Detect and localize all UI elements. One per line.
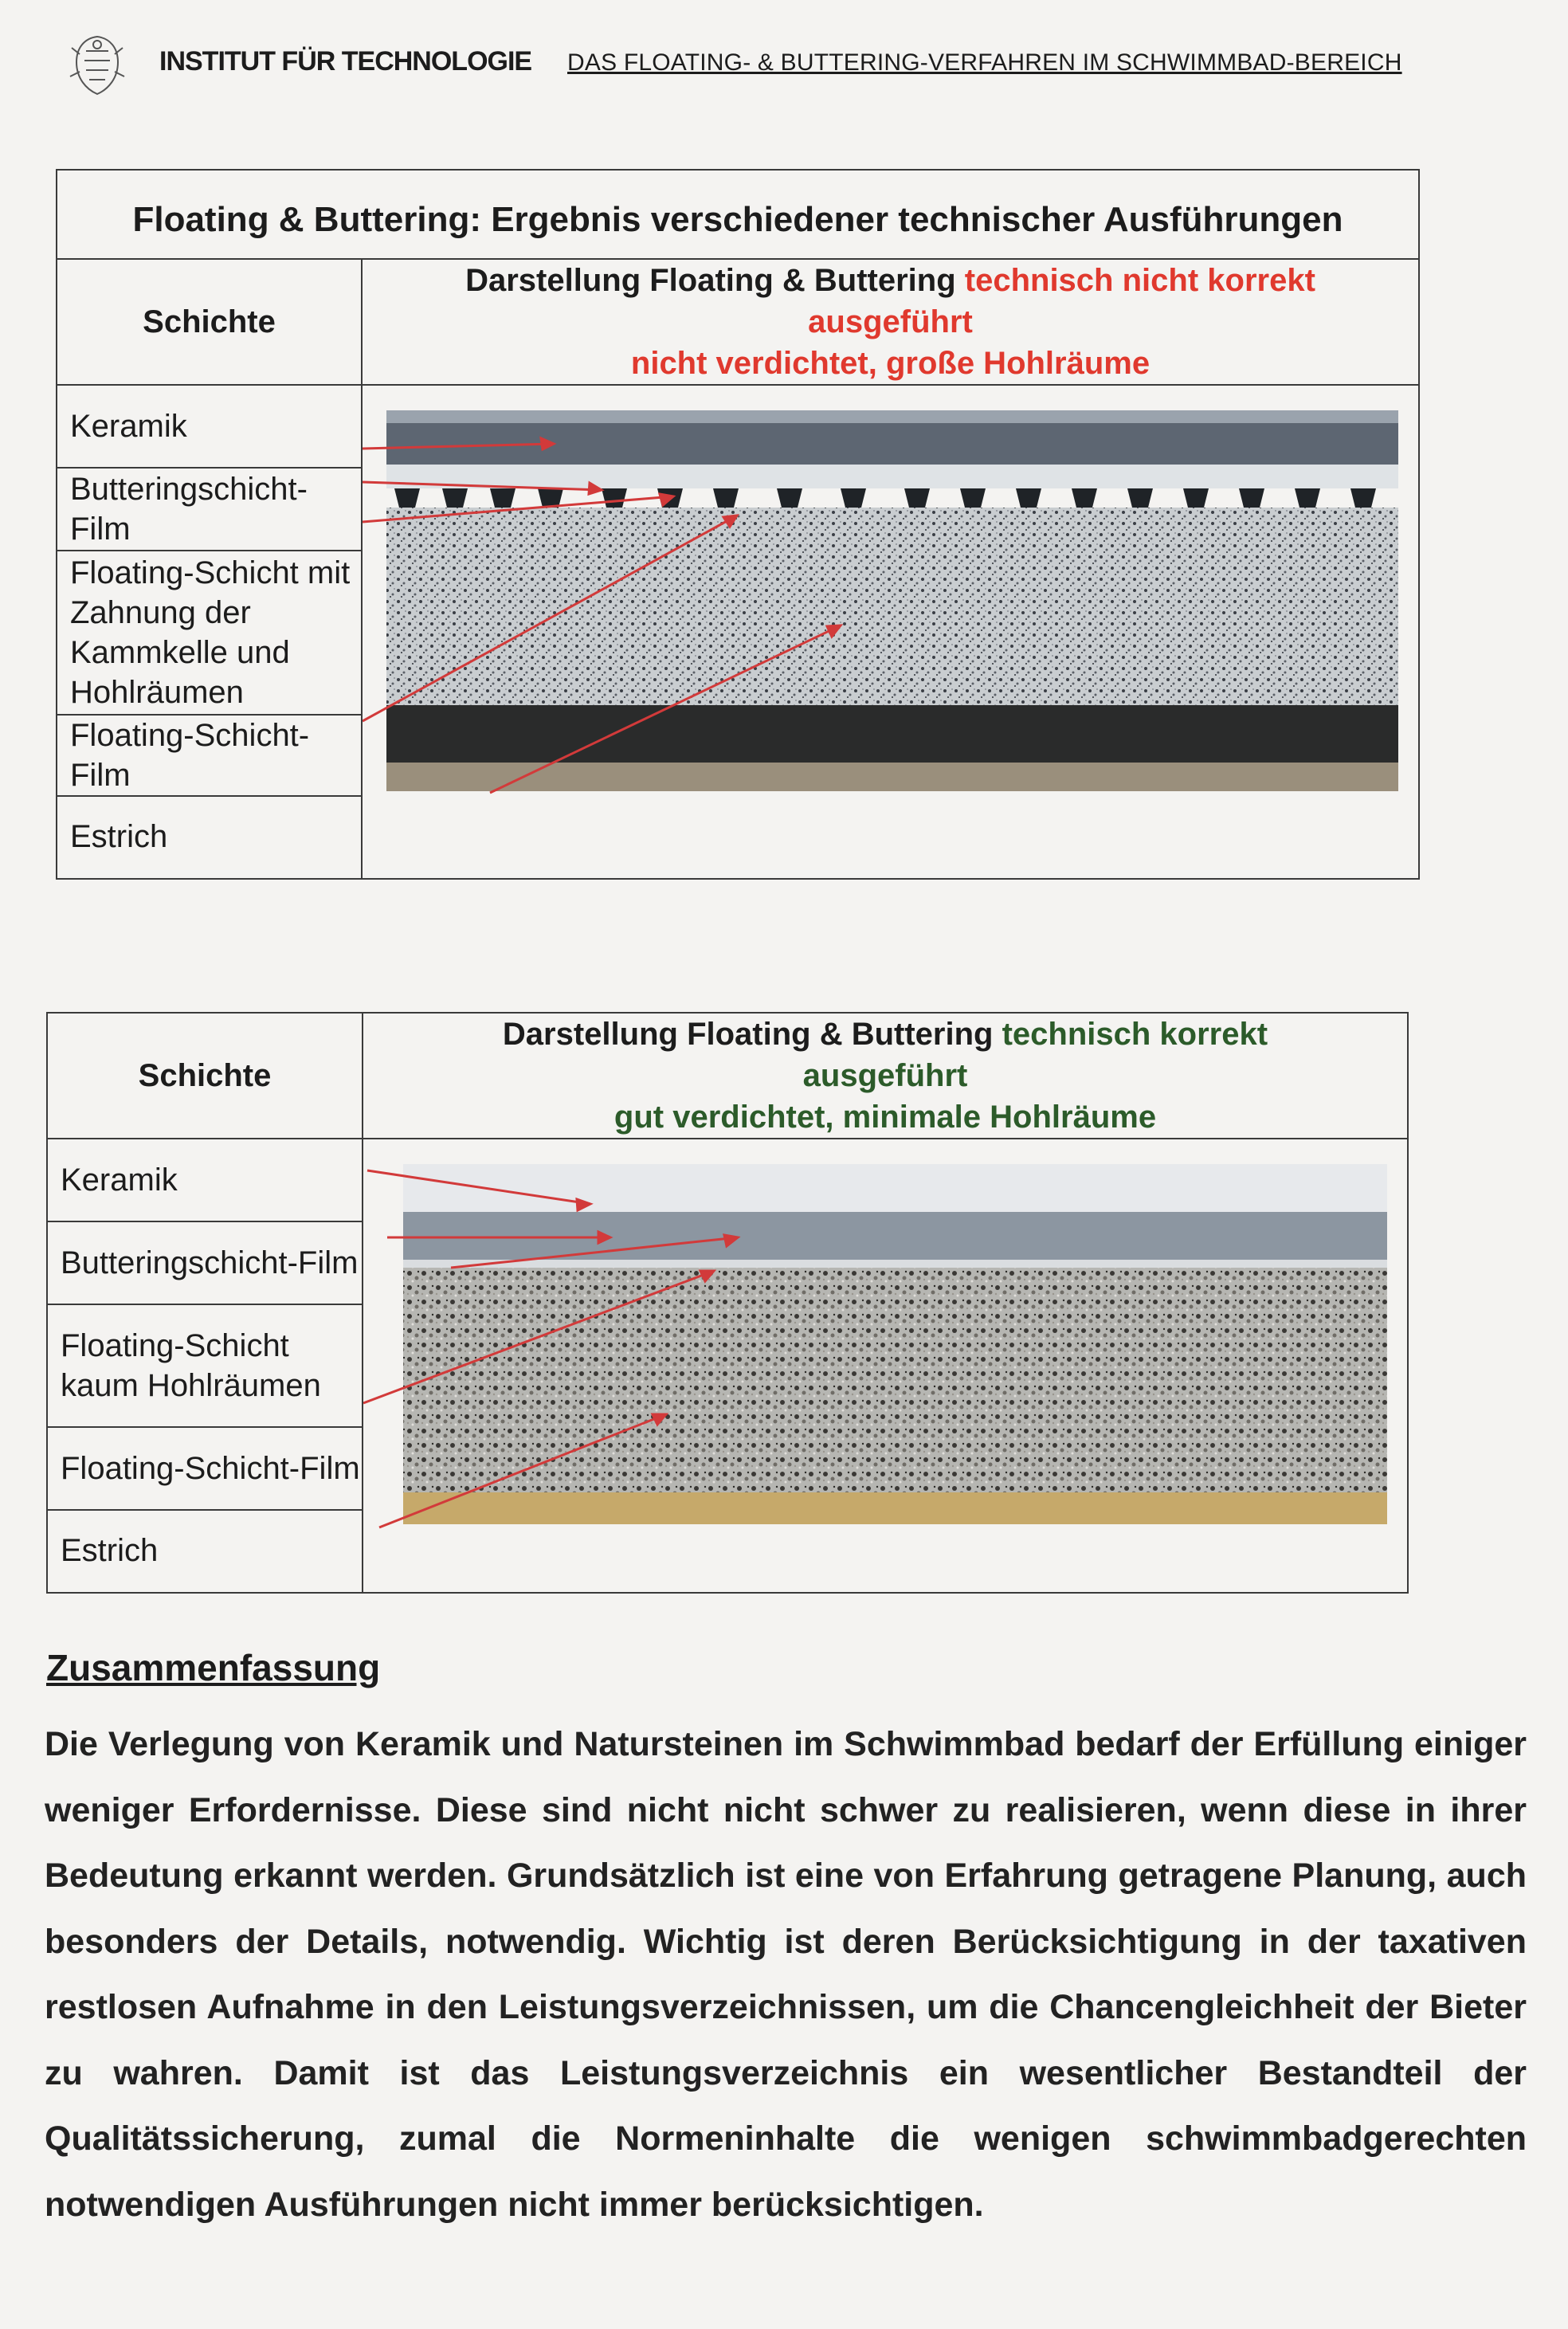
header-highlight: technisch nicht korrekt	[964, 263, 1315, 298]
layer-list	[57, 385, 362, 879]
buttering-layer	[386, 465, 1398, 488]
estrich-layer	[386, 705, 1398, 763]
header-highlight: ausgeführt	[808, 304, 973, 339]
column-header-layer: Schichte	[57, 259, 362, 385]
cross-section-image	[362, 385, 1419, 879]
summary-text: Die Verlegung von Keramik und Natursteinen im Schwimmbad bedarf der Erfüllung einiger weniger Erfordernisse. Diese sind nicht nicht schwer zu realisieren, wenn diese in ihrer Bedeutung erkannt werden. Grundsätzlich ist eine von Erfahrung getragene Planung, auch besonders der Details, notwendig. Wichtig ist deren Berücksichtigung in der taxativen restlosen Aufnahme in den Leistungsverzeichnissen, um die Chancengleichheit der Bieter zu wahren. Damit ist das Leistungsverzeichnis ein wesentlicher Bestandteil der Qualitätssicherung, zumal die Normeninhalte die wenigen schwimmbadgerechten notwendigen Ausführungen nicht immer berücksichtigen.	[45, 1725, 1527, 2224]
layer-item-keramik: Keramik	[48, 1139, 362, 1222]
table-caption: Floating & Buttering: Ergebnis verschiedener technischer Ausführungen	[57, 170, 1419, 259]
institute-name: INSTITUT FÜR TECHNOLOGIE	[159, 46, 532, 76]
layer-item-buttering: Butteringschicht-Film	[48, 1222, 362, 1305]
table-incorrect	[56, 169, 1420, 880]
layer-item-estrich: Estrich	[61, 1533, 159, 1568]
cross-section-photo	[363, 1140, 1407, 1591]
header-highlight: technisch korrekt	[1002, 1017, 1268, 1052]
crest-icon	[62, 30, 132, 100]
header-highlight: gut verdichtet, minimale Hohlräume	[613, 1100, 1157, 1135]
layer-item-estrich: Estrich	[70, 819, 168, 854]
buttering-layer	[403, 1212, 1387, 1260]
column-header-layer: Schichte	[47, 1013, 363, 1139]
layer-item-floating: Floating-Schicht mit Zahnung der Kammkelle und Hohlräumen	[57, 551, 361, 716]
layer-item-floating: Floating-Schicht kaum Hohlräumen	[48, 1305, 362, 1428]
layer-item-keramik: Keramik	[57, 386, 361, 469]
table-correct	[46, 1012, 1409, 1594]
column-header-description	[362, 259, 1419, 385]
layer-item-floating-film: Floating-Schicht-Film	[57, 716, 361, 797]
header-prefix: Darstellung Floating & Buttering	[502, 1017, 994, 1052]
estrich-layer	[403, 1492, 1387, 1524]
layer-item-buttering: Butteringschicht-Film	[57, 469, 361, 551]
header-prefix: Darstellung Floating & Buttering	[465, 263, 956, 298]
summary-heading: Zusammenfassung	[46, 1647, 381, 1688]
layer-item-floating-film: Floating-Schicht-Film	[48, 1428, 362, 1511]
floating-layer	[386, 508, 1398, 705]
cross-section-image	[363, 1139, 1408, 1593]
keramik-layer	[403, 1164, 1387, 1212]
layer-list	[47, 1139, 363, 1593]
header-highlight: nicht verdichtet, große Hohlräume	[630, 346, 1151, 381]
document-title: DAS FLOATING- & BUTTERING-VERFAHREN IM SCHWIMMBAD-BEREICH	[567, 49, 1402, 76]
cross-section-photo	[363, 386, 1418, 877]
header-highlight: ausgeführt	[802, 1058, 968, 1093]
column-header-description	[363, 1013, 1408, 1139]
